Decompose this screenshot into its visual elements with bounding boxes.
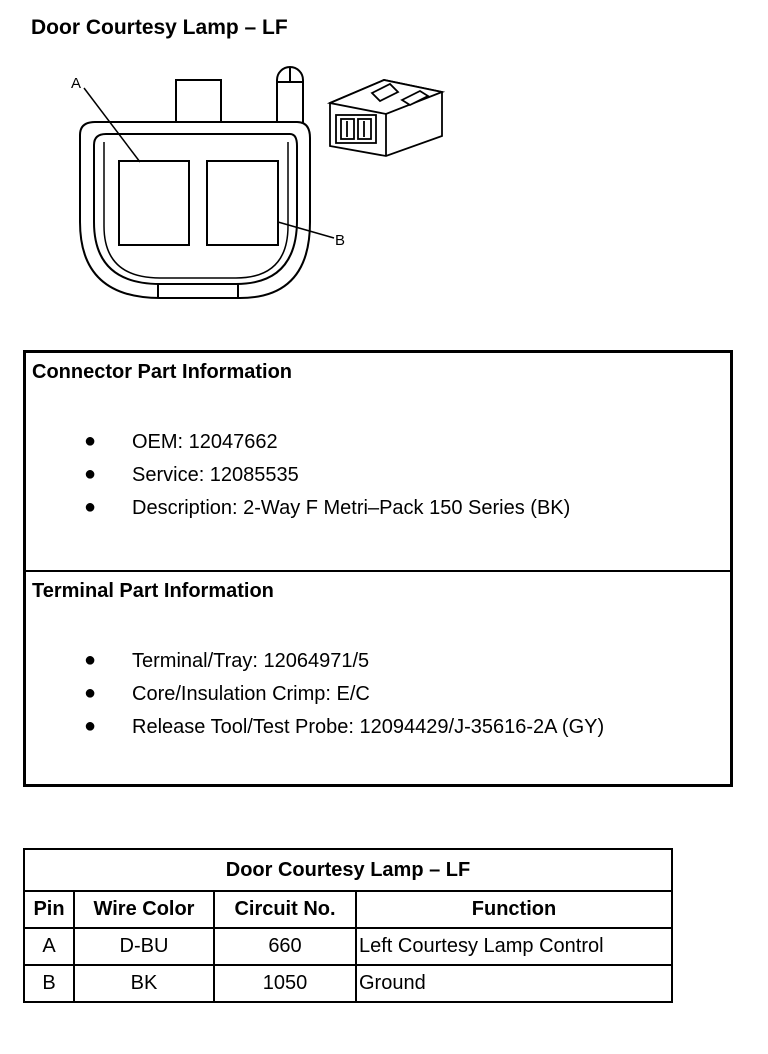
bullet-icon: ● xyxy=(84,430,97,452)
connector-top-tab xyxy=(176,80,221,122)
header-circuit-no: Circuit No. xyxy=(214,891,356,928)
part-info-box xyxy=(23,350,733,787)
pin-a-cavity xyxy=(119,161,189,245)
label-b: B xyxy=(335,232,346,249)
connector-part-info: Connector Part Information ● OEM: 12047662 ● Service: 12085535 ● Description: 2-Way F Metri–Pack 150 Series (BK) xyxy=(26,353,730,572)
connector-info-heading: Connector Part Information xyxy=(32,361,293,383)
header-pin: Pin xyxy=(24,891,74,928)
terminal-info-heading: Terminal Part Information xyxy=(32,580,274,602)
pin-table xyxy=(23,848,673,1003)
circuit-cell: 660 xyxy=(214,928,356,965)
header-function: Function xyxy=(356,891,672,928)
connector-iso-view xyxy=(330,80,442,156)
header-wire-color: Wire Color xyxy=(74,891,214,928)
pin-cell: B xyxy=(24,965,74,1002)
circuit-cell: 1050 xyxy=(214,965,356,1002)
terminal-part-info: Terminal Part Information ● Terminal/Tray: 12064971/5 ● Core/Insulation Crimp: E/C ● Release Tool/Test Probe: 12094429/J-35616-2A (GY) xyxy=(32,580,605,738)
pin-b-cavity xyxy=(207,161,278,245)
wire-color-cell: BK xyxy=(74,965,214,1002)
bullet-icon: ● xyxy=(84,682,97,704)
page-title: Door Courtesy Lamp – LF xyxy=(31,16,288,39)
connector-diagram xyxy=(0,0,768,330)
bullet-icon: ● xyxy=(84,715,97,737)
wire-color-cell: D-BU xyxy=(74,928,214,965)
function-cell: Ground xyxy=(356,965,672,1002)
label-a: A xyxy=(71,75,82,92)
table-row xyxy=(24,965,672,1002)
bullet-icon: ● xyxy=(84,649,97,671)
table-header-row xyxy=(24,891,672,928)
bullet-icon: ● xyxy=(84,463,97,485)
pin-cell: A xyxy=(24,928,74,965)
pin-table-caption: Door Courtesy Lamp – LF xyxy=(24,849,672,891)
bullet-icon: ● xyxy=(84,496,97,518)
table-row xyxy=(24,928,672,965)
function-cell: Left Courtesy Lamp Control xyxy=(356,928,672,965)
